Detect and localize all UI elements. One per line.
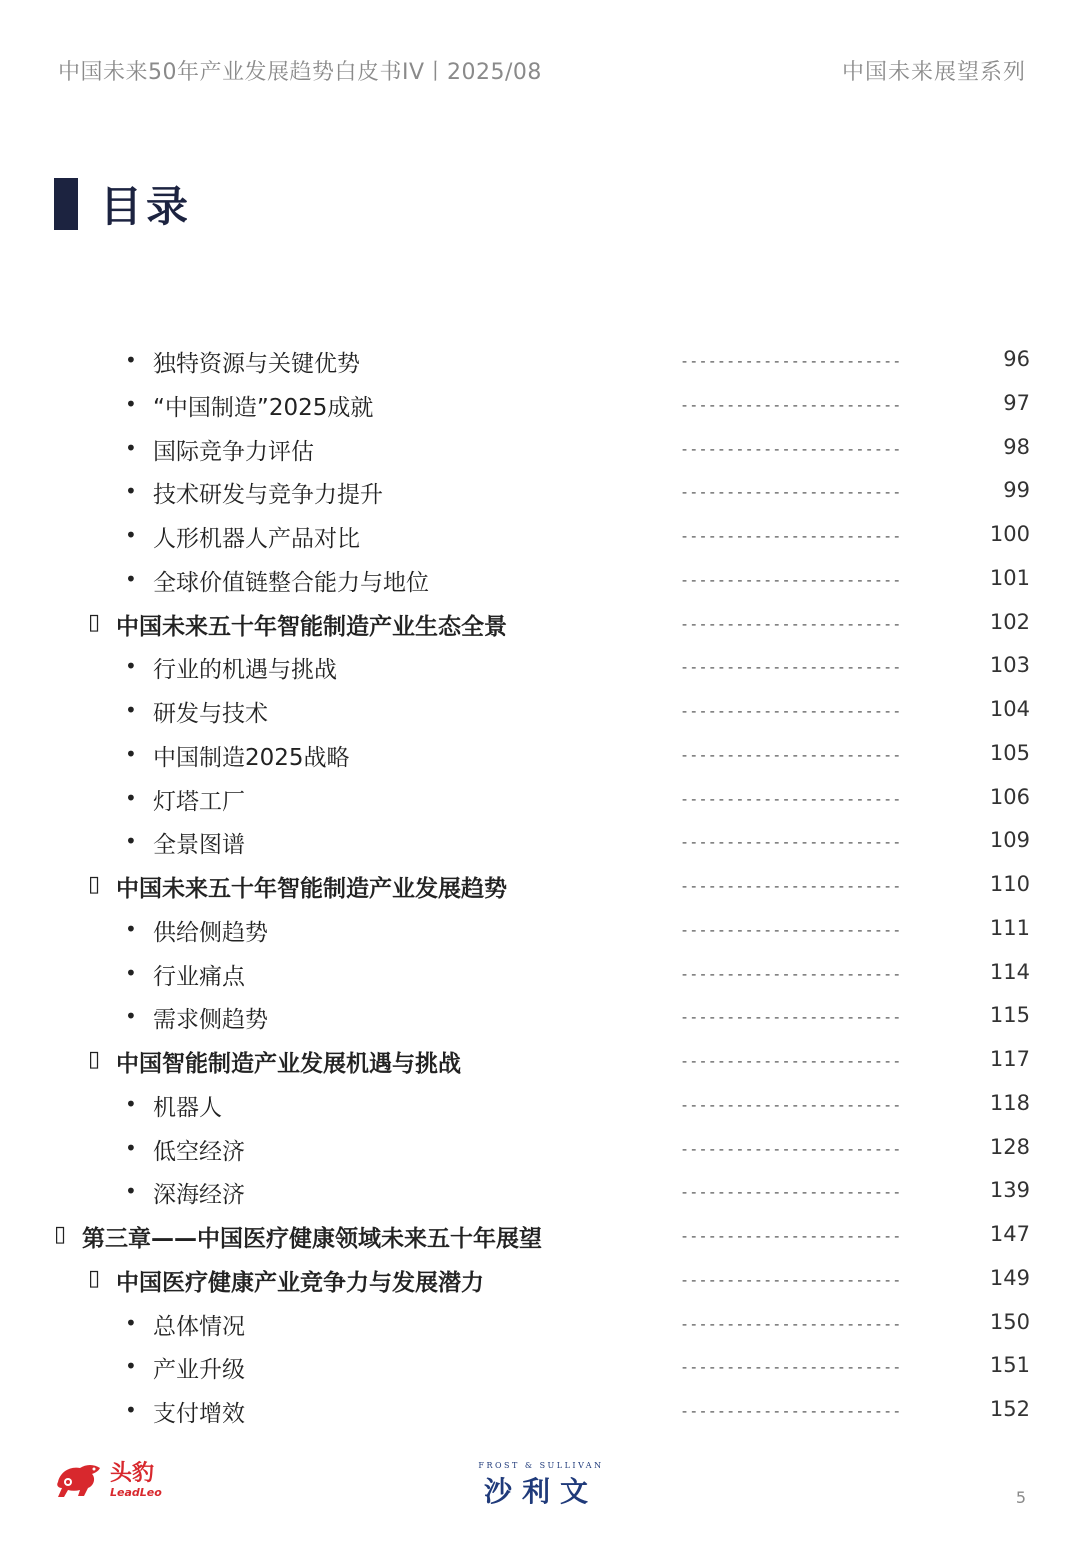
toc-page-number: 104 — [989, 697, 1030, 721]
toc-page-number: 100 — [989, 522, 1030, 546]
toc-entry-section[interactable] — [0, 863, 1080, 907]
leadleo-logo — [54, 1460, 162, 1500]
toc-page-number: 103 — [989, 653, 1030, 678]
toc-entry-label: 深海经济 — [153, 1182, 245, 1209]
toc-entry-item[interactable] — [0, 1344, 1080, 1388]
header-series-name: 中国未来展望系列 — [841, 60, 1026, 85]
bullet-icon: • — [125, 829, 137, 854]
toc-page-number: 151 — [989, 1353, 1030, 1378]
dot-leader: ------------------------ — [680, 1358, 902, 1377]
toc-entry-label: 技术研发与竞争力提升 — [153, 482, 383, 509]
toc-entry-label: 国际竞争力评估 — [153, 438, 314, 465]
toc-entry-label: 中国未来五十年智能制造产业发展趋势 — [116, 876, 507, 902]
dot-leader: ------------------------ — [680, 439, 902, 458]
toc-page-number: 149 — [989, 1265, 1030, 1290]
bullet-icon: • — [125, 1310, 137, 1335]
toc-entry-item[interactable] — [0, 907, 1080, 951]
bullet-icon: • — [125, 1354, 137, 1379]
toc-entry-item[interactable] — [0, 1082, 1080, 1126]
leadleo-en-name: LeadLeo — [110, 1485, 162, 1499]
box-bullet-icon: ▯ — [88, 872, 101, 897]
bullet-icon: • — [125, 741, 137, 766]
toc-entry-label: 中国智能制造产业发展机遇与挑战 — [116, 1051, 461, 1077]
dot-leader: ------------------------ — [680, 570, 902, 589]
dot-leader: ------------------------ — [680, 1052, 902, 1070]
dot-leader: ------------------------ — [680, 1314, 902, 1333]
toc-entry-label: 全景图谱 — [153, 832, 245, 859]
toc-entry-item[interactable] — [0, 469, 1080, 513]
dot-leader: ------------------------ — [680, 352, 902, 370]
leopard-icon — [54, 1460, 104, 1500]
toc-entry-item[interactable] — [0, 1126, 1080, 1170]
toc-page-number: 152 — [989, 1397, 1030, 1421]
toc-page-number: 114 — [989, 959, 1030, 984]
toc-page-number: 147 — [989, 1222, 1030, 1246]
header-report-title: 中国未来50年产业发展趋势白皮书IV丨2025/08 — [58, 60, 542, 85]
bullet-icon: • — [125, 960, 137, 985]
box-bullet-icon: ▯ — [88, 609, 101, 635]
toc-page-number: 128 — [989, 1134, 1030, 1159]
bullet-icon: • — [125, 348, 137, 372]
dot-leader: ------------------------ — [680, 789, 902, 808]
toc-entry-item[interactable] — [0, 644, 1080, 688]
bullet-icon: • — [125, 1135, 137, 1160]
dot-leader: ------------------------ — [680, 1008, 902, 1027]
toc-page-number: 111 — [989, 915, 1030, 940]
dot-leader: ------------------------ — [680, 1095, 902, 1114]
dot-leader: ------------------------ — [680, 1402, 902, 1420]
toc-page-number: 117 — [989, 1047, 1030, 1071]
toc-entry-item[interactable] — [0, 1301, 1080, 1345]
toc-entry-label: “中国制造”2025成就 — [153, 394, 374, 421]
dot-leader: ------------------------ — [680, 1270, 902, 1289]
toc-entry-label: 行业的机遇与挑战 — [153, 657, 337, 684]
bullet-icon: • — [125, 523, 137, 547]
toc-entry-label: 行业痛点 — [153, 963, 245, 990]
frost-sullivan-logo — [466, 1461, 616, 1510]
dot-leader: ------------------------ — [680, 877, 902, 895]
toc-entry-label: 全球价值链整合能力与地位 — [153, 569, 429, 596]
dot-leader: ------------------------ — [680, 614, 902, 633]
toc-entry-section[interactable] — [0, 1038, 1080, 1082]
toc-entry-item[interactable] — [0, 994, 1080, 1038]
bullet-icon: • — [125, 1091, 137, 1116]
toc-entry-section[interactable] — [0, 1257, 1080, 1301]
toc-entry-item[interactable] — [0, 732, 1080, 776]
box-bullet-icon: ▯ — [88, 1265, 101, 1291]
page-title: 目录 — [100, 182, 193, 231]
bullet-icon: • — [125, 1179, 137, 1204]
toc-entry-label: 中国制造2025战略 — [153, 744, 350, 771]
toc-page-number: 98 — [1003, 434, 1030, 459]
dot-leader: ------------------------ — [680, 745, 902, 764]
leadleo-cn-name: 头豹 — [110, 1460, 155, 1486]
toc-entry-item[interactable] — [0, 513, 1080, 557]
dot-leader: ------------------------ — [680, 527, 902, 545]
bullet-icon: • — [125, 566, 137, 591]
toc-entry-label: 低空经济 — [153, 1138, 245, 1165]
dot-leader: ------------------------ — [680, 702, 902, 720]
toc-entry-label: 产业升级 — [153, 1357, 245, 1384]
toc-page-number: 102 — [989, 609, 1030, 634]
bullet-icon: • — [125, 698, 137, 722]
bullet-icon: • — [125, 916, 137, 941]
dot-leader: ------------------------ — [680, 833, 902, 852]
toc-entry-label: 需求侧趋势 — [153, 1007, 268, 1034]
toc-page-number: 115 — [989, 1003, 1030, 1028]
dot-leader: ------------------------ — [680, 483, 902, 502]
toc-page-number: 106 — [989, 784, 1030, 809]
toc-entry-chapter[interactable] — [0, 1213, 1080, 1257]
title-accent-bar — [54, 178, 78, 230]
toc-entry-item[interactable] — [0, 382, 1080, 426]
bullet-icon: • — [125, 479, 137, 504]
toc-entry-item[interactable] — [0, 1388, 1080, 1432]
frost-sullivan-cn-name: 沙利文 — [483, 1475, 598, 1508]
toc-entry-label: 总体情况 — [153, 1313, 245, 1340]
toc-heading — [54, 178, 192, 230]
toc-entry-label: 灯塔工厂 — [153, 788, 245, 815]
bullet-icon: • — [125, 654, 137, 679]
toc-entry-label: 第三章——中国医疗健康领域未来五十年展望 — [82, 1226, 542, 1252]
page-number: 5 — [1015, 1488, 1026, 1507]
toc-page-number: 96 — [1003, 347, 1030, 371]
toc-entry-item[interactable] — [0, 819, 1080, 863]
toc-entry-item[interactable] — [0, 776, 1080, 820]
toc-page-number: 109 — [989, 828, 1030, 853]
toc-entry-label: 中国医疗健康产业竞争力与发展潜力 — [116, 1269, 484, 1296]
toc-page-number: 105 — [989, 740, 1030, 765]
toc-entry-item[interactable] — [0, 338, 1080, 382]
toc-entry-label: 独特资源与关键优势 — [153, 351, 360, 377]
dot-leader: ------------------------ — [680, 964, 902, 983]
toc-entry-section[interactable] — [0, 601, 1080, 645]
bullet-icon: • — [125, 1004, 137, 1029]
bullet-icon: • — [125, 435, 137, 460]
toc-page-number: 150 — [989, 1309, 1030, 1334]
dot-leader: ------------------------ — [680, 920, 902, 939]
toc-entry-label: 供给侧趋势 — [153, 919, 268, 946]
toc-entry-item[interactable] — [0, 688, 1080, 732]
toc-page-number: 110 — [989, 872, 1030, 896]
toc-entry-item[interactable] — [0, 426, 1080, 470]
table-of-contents — [0, 338, 1080, 1432]
toc-entry-label: 研发与技术 — [153, 701, 268, 727]
dot-leader: ------------------------ — [680, 658, 902, 677]
box-bullet-icon: ▯ — [88, 1047, 101, 1072]
toc-entry-label: 中国未来五十年智能制造产业生态全景 — [116, 613, 507, 640]
dot-leader: ------------------------ — [680, 1139, 902, 1158]
bullet-icon: • — [125, 391, 137, 416]
dot-leader: ------------------------ — [680, 395, 902, 414]
dot-leader: ------------------------ — [680, 1183, 902, 1202]
toc-entry-label: 人形机器人产品对比 — [153, 526, 360, 552]
box-bullet-icon: ▯ — [54, 1222, 67, 1247]
toc-page-number: 118 — [989, 1090, 1030, 1115]
dot-leader: ------------------------ — [680, 1227, 902, 1245]
frost-sullivan-en-name: FROST & SULLIVAN — [478, 1461, 604, 1470]
toc-entry-item[interactable] — [0, 951, 1080, 995]
toc-entry-item[interactable] — [0, 1169, 1080, 1213]
toc-page-number: 99 — [1003, 478, 1030, 503]
toc-entry-label: 机器人 — [153, 1094, 222, 1121]
bullet-icon: • — [125, 785, 137, 810]
toc-page-number: 97 — [1003, 390, 1030, 415]
toc-page-number: 139 — [989, 1178, 1030, 1203]
toc-entry-label: 支付增效 — [153, 1401, 245, 1427]
toc-page-number: 101 — [989, 565, 1030, 590]
bullet-icon: • — [125, 1398, 137, 1422]
toc-entry-item[interactable] — [0, 557, 1080, 601]
